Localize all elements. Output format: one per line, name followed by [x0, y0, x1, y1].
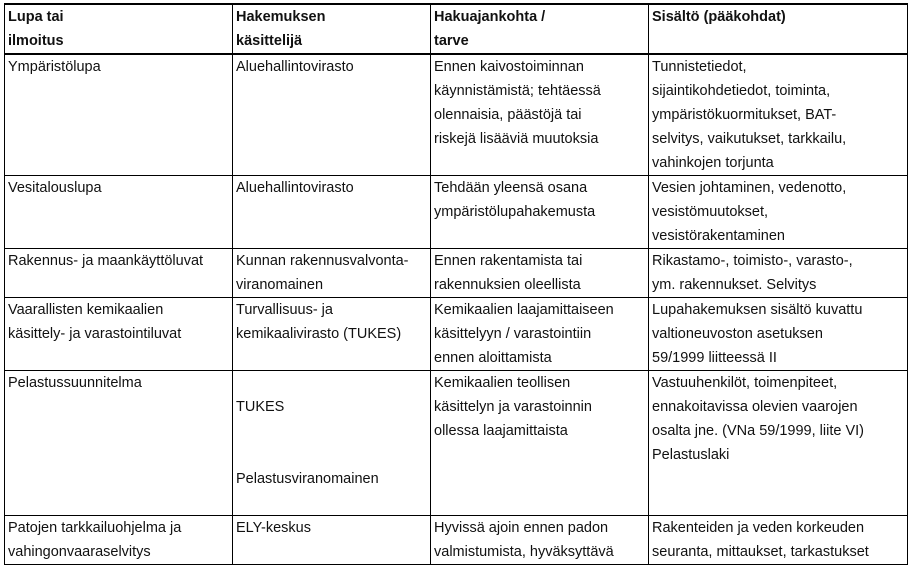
table-header-row: [5, 4, 908, 54]
cell-handler: Aluehallintovirasto: [233, 54, 431, 176]
cell-permit: Patojen tarkkailuohjelma ja vahingonvaaraselvitys: [5, 516, 233, 565]
handler-stack: [236, 395, 428, 491]
cell-permit: Ympäristölupa: [5, 54, 233, 176]
header-content: Sisältö (pääkohdat): [649, 4, 908, 54]
cell-timing: Kemikaalien teollisen käsittelyn ja varastoinnin ollessa laajamittaista: [431, 371, 649, 516]
table-row: [5, 54, 908, 176]
table-row: [5, 176, 908, 249]
permit-table: [4, 3, 908, 565]
cell-handler: Aluehallintovirasto: [233, 176, 431, 249]
cell-permit: Vaarallisten kemikaalien käsittely- ja varastointiluvat: [5, 298, 233, 371]
cell-handler: Turvallisuus- ja kemikaalivirasto (TUKES): [233, 298, 431, 371]
cell-content: Tunnistetiedot, sijaintikohdetiedot, toiminta, ympäristökuormitukset, BAT- selvitys, vaikutukset, tarkkailu, vahinkojen torjunta: [649, 54, 908, 176]
cell-timing: Tehdään yleensä osana ympäristölupahakemusta: [431, 176, 649, 249]
cell-content: Rikastamo-, toimisto-, varasto-, ym. rakennukset. Selvitys: [649, 249, 908, 298]
cell-timing: Ennen rakentamista tai rakennuksien oleellista: [431, 249, 649, 298]
table-row: [5, 371, 908, 516]
cell-handler: ELY-keskus: [233, 516, 431, 565]
cell-timing: Kemikaalien laajamittaiseen käsittelyyn / varastointiin ennen aloittamista: [431, 298, 649, 371]
cell-permit: Pelastussuunnitelma: [5, 371, 233, 516]
cell-timing: Ennen kaivostoiminnan käynnistämistä; tehtäessä olennaisia, päästöjä tai riskejä lisääviä muutoksia: [431, 54, 649, 176]
handler-primary: TUKES: [236, 399, 285, 415]
cell-content: Vesien johtaminen, vedenotto, vesistömuutokset, vesistörakentaminen: [649, 176, 908, 249]
table-row: [5, 249, 908, 298]
table-row: [5, 298, 908, 371]
handler-secondary: Pelastusviranomainen: [236, 471, 379, 487]
cell-content: Lupahakemuksen sisältö kuvattu valtioneuvoston asetuksen 59/1999 liitteessä II: [649, 298, 908, 371]
header-timing: Hakuajankohta / tarve: [431, 4, 649, 54]
cell-handler: [233, 371, 431, 516]
cell-content: Rakenteiden ja veden korkeuden seuranta, mittaukset, tarkastukset: [649, 516, 908, 565]
cell-timing: Hyvissä ajoin ennen padon valmistumista, hyväksyttävä: [431, 516, 649, 565]
cell-content: Vastuuhenkilöt, toimenpiteet, ennakoitavissa olevien vaarojen osalta jne. (VNa 59/1999, liite VI) Pelastuslaki: [649, 371, 908, 516]
table-row: [5, 516, 908, 565]
header-permit: Lupa tai ilmoitus: [5, 4, 233, 54]
cell-permit: Vesitalouslupa: [5, 176, 233, 249]
cell-permit: Rakennus- ja maankäyttöluvat: [5, 249, 233, 298]
cell-handler: Kunnan rakennusvalvonta- viranomainen: [233, 249, 431, 298]
header-handler: Hakemuksen käsittelijä: [233, 4, 431, 54]
